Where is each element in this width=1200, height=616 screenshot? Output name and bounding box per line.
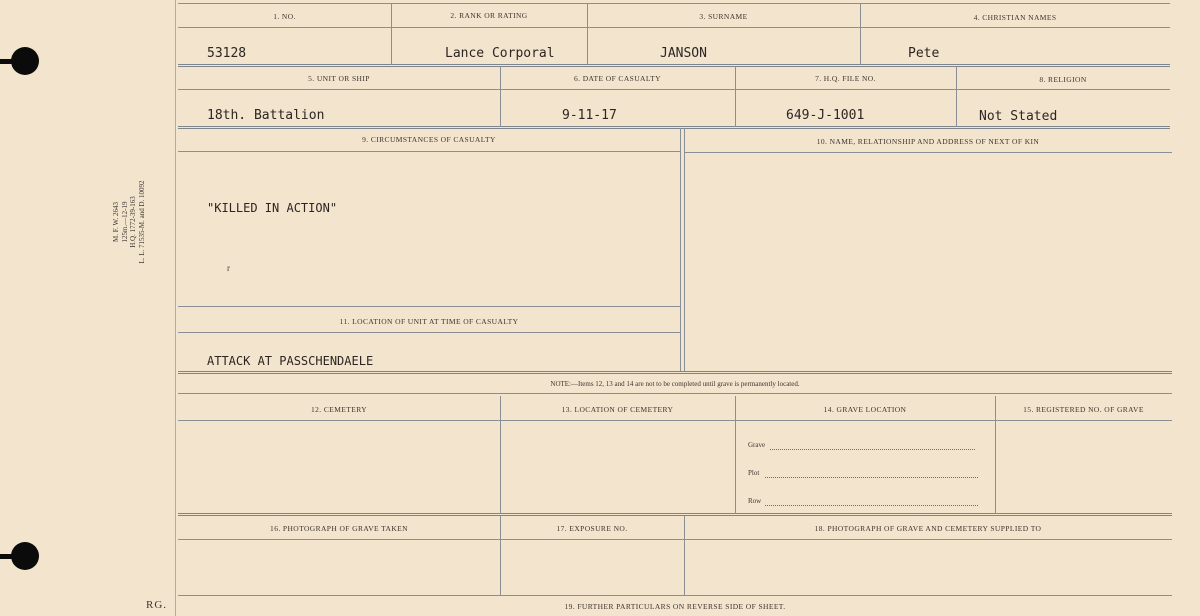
value-date: 9-11-17 xyxy=(562,108,617,123)
margin-mark: RG. xyxy=(146,599,168,611)
punch-hole-top xyxy=(11,47,39,75)
rule xyxy=(178,151,680,152)
plot-line xyxy=(765,477,978,478)
label-next-of-kin: 10. NAME, RELATIONSHIP AND ADDRESS OF NEXT OF KIN xyxy=(816,137,1040,146)
plot-label: Plot xyxy=(748,469,760,477)
form-code: M. F. W. 2643 125m.—12-19 H.Q. 1772-39-163 L. L. 71535-M. and D. 10092 xyxy=(112,180,146,264)
rule xyxy=(178,3,1170,4)
left-margin-line xyxy=(175,0,176,616)
label-unit: 5. UNIT OR SHIP xyxy=(308,74,370,83)
value-no: 53128 xyxy=(207,46,247,61)
label-exposure: 17. EXPOSURE NO. xyxy=(556,524,628,533)
label-date: 6. DATE OF CASUALTY xyxy=(574,74,661,83)
grave-label: Grave xyxy=(748,441,766,449)
divider xyxy=(680,128,681,372)
rule xyxy=(685,152,1172,153)
note: NOTE:—Items 12, 13 and 14 are not to be completed until grave is permanently located. xyxy=(550,380,800,388)
label-cemetery: 12. CEMETERY xyxy=(310,405,368,414)
value-unit: 18th. Battalion xyxy=(207,108,325,123)
rule xyxy=(178,420,1172,421)
rule xyxy=(178,539,1172,540)
label-circumstances: 9. CIRCUMSTANCES OF CASUALTY xyxy=(362,135,496,144)
label-cemetery-location: 13. LOCATION OF CEMETERY xyxy=(561,405,674,414)
row-line xyxy=(765,505,978,506)
punch-hole-tab-top xyxy=(0,59,14,64)
value-hq-file: 649-J-1001 xyxy=(786,108,865,123)
row-label: Row xyxy=(748,497,762,505)
value-christian-names: Pete xyxy=(908,46,940,61)
label-registered-no: 15. REGISTERED NO. OF GRAVE xyxy=(1023,405,1144,414)
rule xyxy=(178,64,1170,67)
label-christian-names: 4. CHRISTIAN NAMES xyxy=(973,13,1057,22)
ink-speck: r xyxy=(227,263,230,273)
label-religion: 8. RELIGION xyxy=(1039,75,1087,84)
value-rank: Lance Corporal xyxy=(445,46,555,61)
rule xyxy=(178,595,1172,596)
label-photo-taken: 16. PHOTOGRAPH OF GRAVE TAKEN xyxy=(270,524,408,533)
divider xyxy=(684,128,685,372)
rule xyxy=(178,371,1172,374)
label-location-of-unit: 11. LOCATION OF UNIT AT TIME OF CASUALTY xyxy=(339,317,519,326)
grave-line xyxy=(770,449,975,450)
punch-hole-bottom xyxy=(11,542,39,570)
punch-hole-tab-bottom xyxy=(0,554,14,559)
label-rank: 2. RANK OR RATING xyxy=(450,11,528,20)
label-surname: 3. SURNAME xyxy=(699,12,748,21)
rule xyxy=(178,513,1172,516)
label-photo-supplied: 18. PHOTOGRAPH OF GRAVE AND CEMETERY SUPPLIED TO xyxy=(814,524,1042,533)
label-no: 1. NO. xyxy=(273,12,296,21)
rule xyxy=(178,89,1170,90)
rule xyxy=(178,332,680,333)
label-hq-file: 7. H.Q. FILE NO. xyxy=(815,74,876,83)
rule xyxy=(178,27,1170,28)
value-location-of-unit: ATTACK AT PASSCHENDAELE xyxy=(207,354,374,368)
rule xyxy=(178,126,1170,129)
rule xyxy=(178,393,1172,394)
value-religion: Not Stated xyxy=(979,109,1058,124)
value-surname: JANSON xyxy=(660,46,707,61)
label-further-particulars: 19. FURTHER PARTICULARS ON REVERSE SIDE OF SHEET. xyxy=(564,602,786,611)
rule xyxy=(178,306,680,307)
label-grave-location: 14. GRAVE LOCATION xyxy=(823,405,907,414)
value-circumstances: "KILLED IN ACTION" xyxy=(207,201,338,215)
